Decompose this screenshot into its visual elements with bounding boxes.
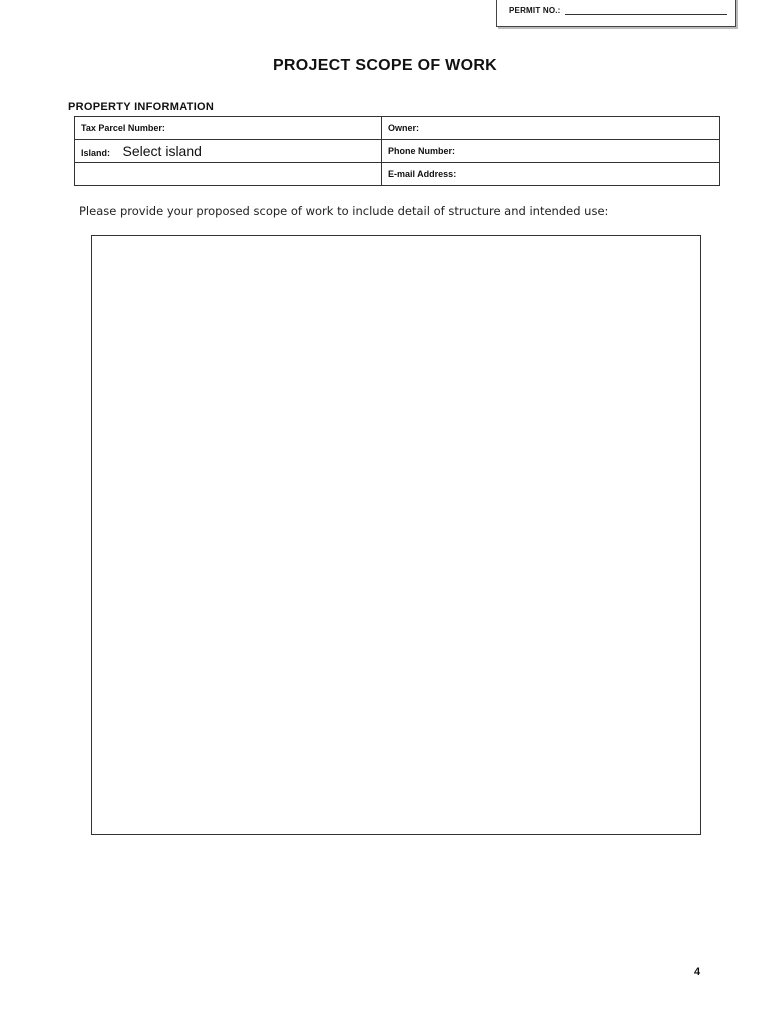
phone-cell[interactable] bbox=[382, 140, 720, 163]
table-row bbox=[75, 117, 720, 140]
scope-of-work-textarea[interactable] bbox=[91, 235, 701, 835]
permit-no-row bbox=[509, 6, 727, 15]
page-title: PROJECT SCOPE OF WORK bbox=[272, 57, 498, 74]
island-select[interactable]: Select island bbox=[122, 143, 202, 159]
page-number: 4 bbox=[694, 966, 701, 978]
email-label: E-mail Address: bbox=[388, 169, 457, 179]
scope-instruction: Please provide your proposed scope of work to include detail of structure and intended use: bbox=[79, 204, 609, 218]
property-info-table bbox=[74, 116, 720, 186]
permit-no-field[interactable] bbox=[565, 6, 727, 15]
empty-cell bbox=[75, 163, 382, 186]
property-info-heading: PROPERTY INFORMATION bbox=[68, 101, 215, 113]
email-cell[interactable] bbox=[382, 163, 720, 186]
owner-label: Owner: bbox=[388, 123, 420, 133]
permit-no-label: PERMIT NO.: bbox=[509, 6, 561, 15]
tax-parcel-cell[interactable] bbox=[75, 117, 382, 140]
tax-parcel-label: Tax Parcel Number: bbox=[81, 123, 165, 133]
phone-label: Phone Number: bbox=[388, 146, 456, 156]
owner-cell[interactable] bbox=[382, 117, 720, 140]
table-row bbox=[75, 140, 720, 163]
island-label: Island: bbox=[81, 148, 111, 158]
table-row bbox=[75, 163, 720, 186]
office-use-box bbox=[496, 0, 736, 27]
island-cell bbox=[75, 140, 382, 163]
